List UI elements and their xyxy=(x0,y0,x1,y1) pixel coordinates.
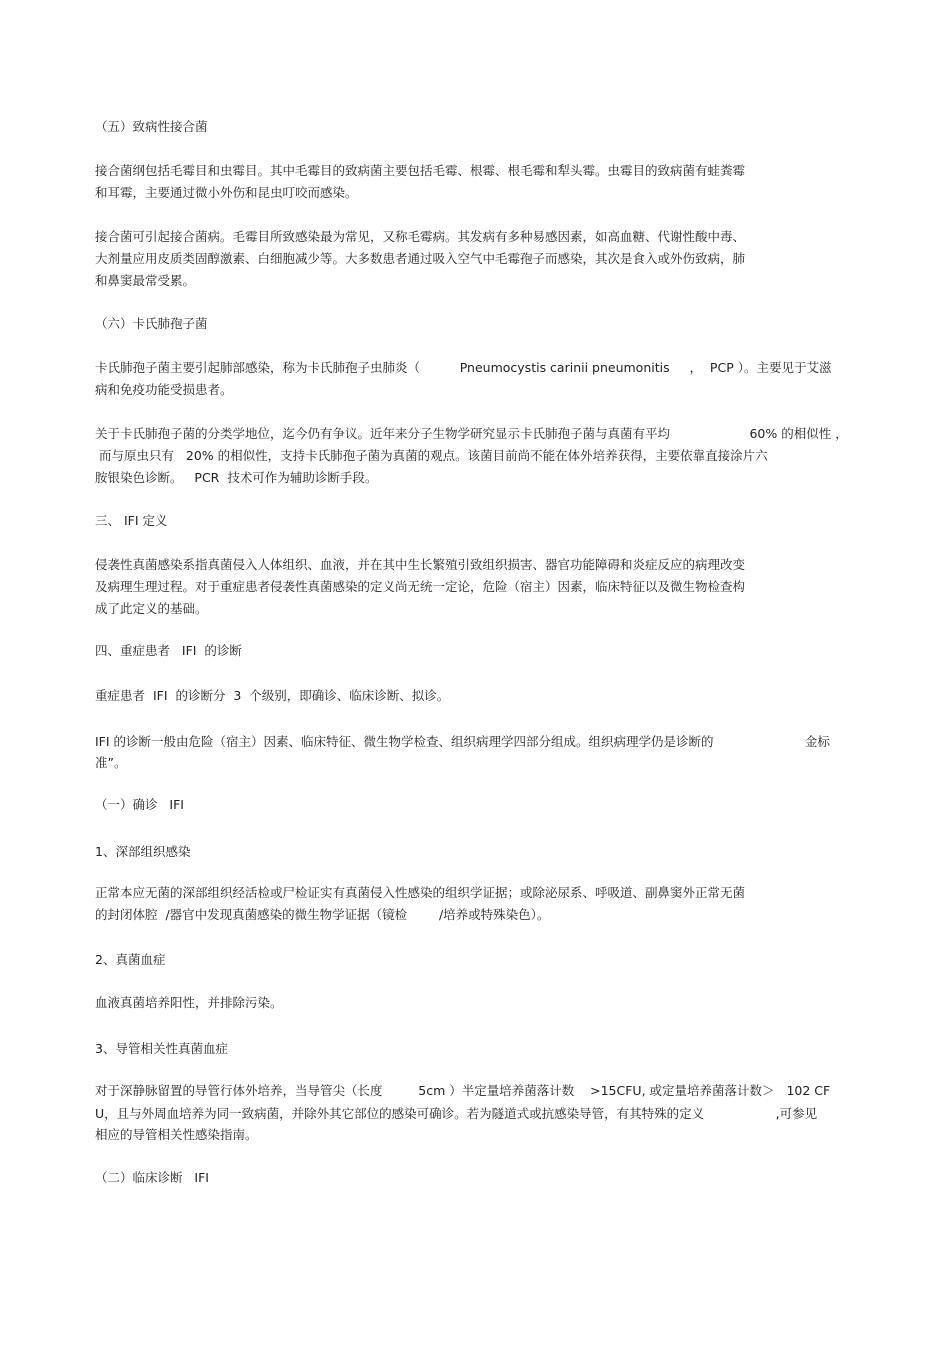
subheading-clinical-diagnosis-ifi: （二）临床诊断 IFI xyxy=(95,1170,209,1185)
paragraph-line: 接合菌纲包括毛霉目和虫霉目。其中毛霉目的致病菌主要包括毛霉、根霉、根毛霉和犁头霉。虫霉目的致病菌有蛙粪霉 xyxy=(95,163,746,178)
paragraph-line: 的封闭体腔 /器官中发现真菌感染的微生物学证据（镜检 /培养或特殊染色）。 xyxy=(95,907,550,922)
subheading-fungemia: 2、真菌血症 xyxy=(95,952,166,967)
paragraph-line: 准”。 xyxy=(95,755,127,770)
paragraph-line: 和鼻窦最常受累。 xyxy=(95,273,196,288)
section-heading-pneumocystis: （六）卡氏肺孢子菌 xyxy=(95,316,208,331)
subheading-confirmed-ifi: （一）确诊 IFI xyxy=(95,797,184,812)
subheading-deep-tissue-infection: 1、深部组织感染 xyxy=(95,844,191,859)
paragraph-line: 病和免疫功能受损患者。 xyxy=(95,382,233,397)
paragraph-line: 成了此定义的基础。 xyxy=(95,601,208,616)
paragraph-line: 而与原虫只有 20% 的相似性，支持卡氏肺孢子菌为真菌的观点。该菌目前尚不能在体外培养获得，主要依靠直接涂片六 xyxy=(95,448,768,463)
paragraph-line: 血液真菌培养阳性，并排除污染。 xyxy=(95,995,283,1010)
subheading-catheter-fungemia: 3、导管相关性真菌血症 xyxy=(95,1041,228,1056)
paragraph-line: 关于卡氏肺孢子菌的分类学地位，迄今仍有争议。近年来分子生物学研究显示卡氏肺孢子菌与真菌有平均 60% 的相似性 ， xyxy=(95,426,848,441)
paragraph-line: 相应的导管相关性感染指南。 xyxy=(95,1127,258,1142)
paragraph-line: IFI 的诊断一般由危险（宿主）因素、临床特征、微生物学检查、组织病理学四部分组成。组织病理学仍是诊断的 金标 xyxy=(95,734,830,749)
paragraph-line: 正常本应无菌的深部组织经活检或尸检证实有真菌侵入性感染的组织学证据；或除泌尿系、呼吸道、副鼻窦外正常无菌 xyxy=(95,885,746,900)
section-heading-zygomycetes: （五）致病性接合菌 xyxy=(95,119,208,134)
paragraph-line: 胺银染色诊断。 PCR 技术可作为辅助诊断手段。 xyxy=(95,470,378,485)
paragraph-line: 对于深静脉留置的导管行体外培养，当导管尖（长度 5cm ）半定量培养菌落计数 >15CFU, 或定量培养菌落计数＞ 102 CF xyxy=(95,1083,831,1098)
paragraph-line: 接合菌可引起接合菌病。毛霉目所致感染最为常见，又称毛霉病。其发病有多种易感因素，如高血糖、代谢性酸中毒、 xyxy=(95,229,746,244)
paragraph-line: 重症患者 IFI 的诊断分 3 个级别，即确诊、临床诊断、拟诊。 xyxy=(95,688,450,703)
paragraph-line: 侵袭性真菌感染系指真菌侵入人体组织、血液，并在其中生长繁殖引致组织损害、器官功能障碍和炎症反应的病理改变 xyxy=(95,557,746,572)
paragraph-line: 和耳霉，主要通过微小外伤和昆虫叮咬而感染。 xyxy=(95,185,358,200)
paragraph-line: 及病理生理过程。对于重症患者侵袭性真菌感染的定义尚无统一定论，危险（宿主）因素，临床特征以及微生物检查构 xyxy=(95,579,746,594)
paragraph-line: U，且与外周血培养为同一致病菌，并除外其它部位的感染可确诊。若为隧道式或抗感染导管，有其特殊的定义 ,可参见 xyxy=(95,1106,818,1121)
paragraph-line: 卡氏肺孢子菌主要引起肺部感染，称为卡氏肺孢子虫肺炎（ Pneumocystis carinii pneumonitis ， PCP ）。主要见于艾滋 xyxy=(95,360,832,375)
paragraph-line: 大剂量应用皮质类固醇激素、白细胞减少等。大多数患者通过吸入空气中毛霉孢子而感染，其次是食入或外伤致病，肺 xyxy=(95,251,746,266)
section-heading-ifi-diagnosis: 四、重症患者 IFI 的诊断 xyxy=(95,643,242,658)
section-heading-ifi-definition: 三、 IFI 定义 xyxy=(95,513,168,528)
